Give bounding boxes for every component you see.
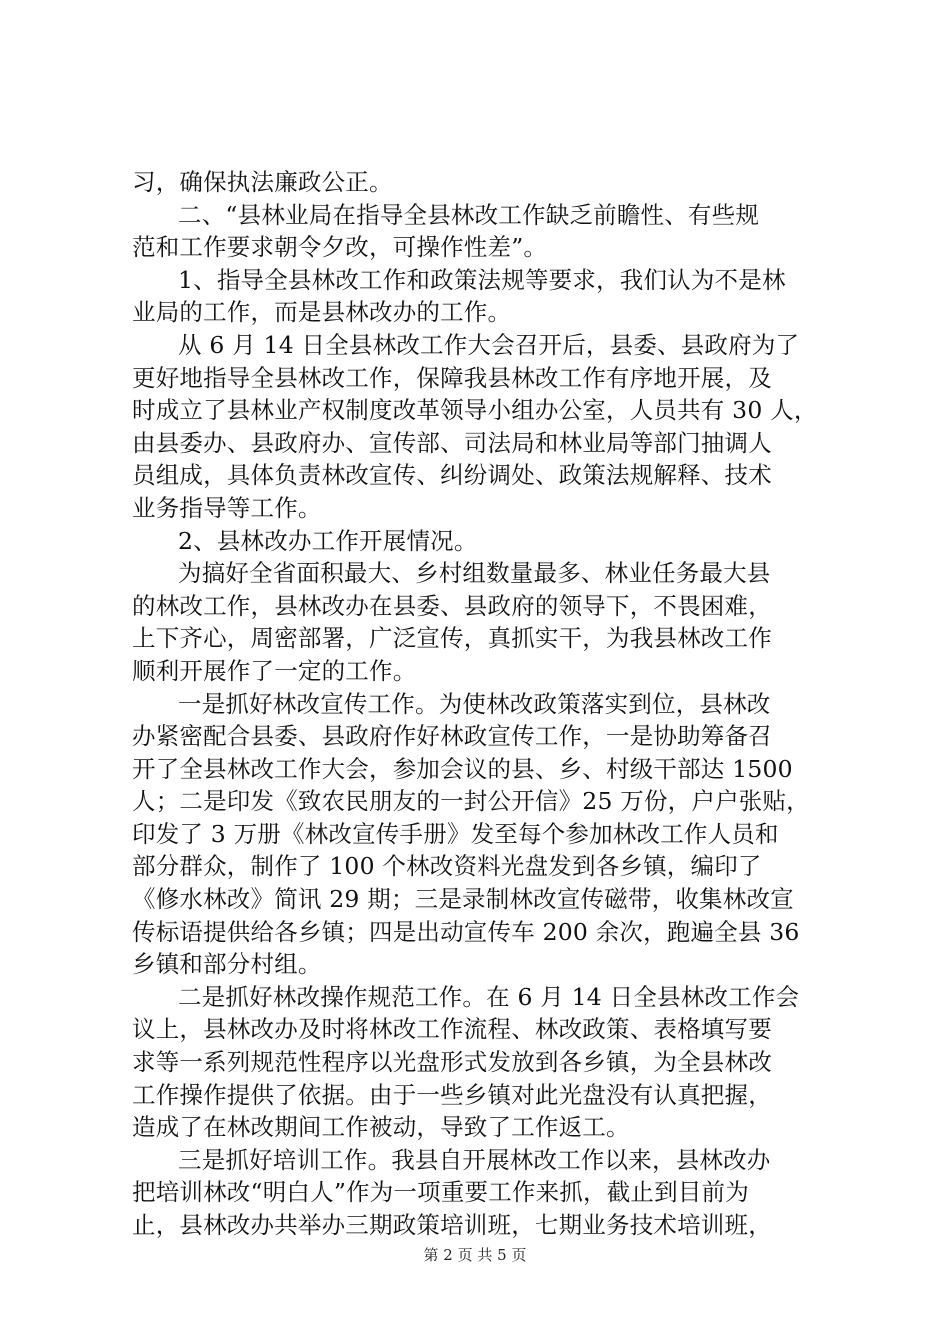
- text-line: 范和工作要求朝令夕改，可操作性差”。: [132, 233, 548, 262]
- text-line: 工作操作提供了依据。由于一些乡镇对此光盘没有认真把握，: [132, 1080, 772, 1109]
- body-text: [132, 166, 832, 1242]
- text-line: 的林改工作，县林改办在县委、县政府的领导下，不畏困难，: [132, 591, 772, 620]
- page-footer: 第 2 页 共 5 页: [423, 1246, 527, 1264]
- text-line: 印发了 3 万册《林改宣传手册》发至每个参加林改工作人员和: [132, 819, 779, 848]
- text-line: 从 6 月 14 日全县林改工作大会召开后，县委、县政府为了: [178, 330, 800, 359]
- text-line: 止，县林改办共举办三期政策培训班，七期业务技术培训班，: [132, 1211, 772, 1239]
- text-line: 为搞好全省面积最大、乡村组数量最多、林业任务最大县: [178, 559, 771, 588]
- text-line: 业局的工作，而是县林改办的工作。: [132, 298, 512, 327]
- text-line: 更好地指导全县林改工作，保障我县林改工作有序地开展，及: [132, 363, 772, 392]
- text-line: 上下齐心，周密部署，广泛宣传，真抓实干，为我县林改工作: [132, 624, 772, 653]
- text-line: 二是抓好林改操作规范工作。在 6 月 14 日全县林改工作会: [178, 982, 800, 1011]
- text-line: 员组成，具体负责林改宣传、纠纷调处、政策法规解释、技术: [132, 461, 772, 490]
- text-line: 二、“县林业局在指导全县林改工作缺乏前瞻性、有些规: [178, 200, 760, 229]
- text-line: 乡镇和部分村组。: [132, 950, 322, 979]
- text-line: 办紧密配合县委、县政府作好林政宣传工作，一是协助筹备召: [132, 722, 772, 751]
- text-line: 开了全县林改工作大会，参加会议的县、乡、村级干部达 1500: [132, 754, 793, 783]
- text-line: 议上，县林改办及时将林改工作流程、林改政策、表格填写要: [132, 1015, 772, 1044]
- text-line: 三是抓好培训工作。我县自开展林改工作以来，县林改办: [178, 1145, 771, 1174]
- text-line: 部分群众，制作了 100 个林改资料光盘发到各乡镇，编印了: [132, 852, 762, 881]
- text-line: 2、县林改办工作开展情况。: [178, 526, 478, 555]
- text-line: 1、指导全县林改工作和政策法规等要求，我们认为不是林: [178, 265, 786, 294]
- text-line: 《修水林改》简讯 29 期；三是录制林改宣传磁带，收集林改宣: [132, 885, 794, 914]
- text-line: 人；二是印发《致农民朋友的一封公开信》25 万份，户户张贴，: [132, 787, 810, 816]
- text-line: 一是抓好林改宣传工作。为使林改政策落实到位，县林改: [178, 689, 771, 718]
- text-line: 业务指导等工作。: [132, 493, 322, 522]
- text-line: 造成了在林改期间工作被动，导致了工作返工。: [132, 1113, 630, 1142]
- text-line: 求等一系列规范性程序以光盘形式发放到各乡镇，为全县林改: [132, 1048, 772, 1077]
- text-line: 习，确保执法廉政公正。: [132, 168, 393, 196]
- text-line: 顺利开展作了一定的工作。: [132, 656, 417, 685]
- text-line: 把培训林改“明白人”作为一项重要工作来抓，截止到目前为: [132, 1178, 749, 1207]
- text-line: 传标语提供给各乡镇；四是出动宣传车 200 余次，跑遍全县 36: [132, 917, 800, 946]
- text-line: 时成立了县林业产权制度改革领导小组办公室，人员共有 30 人，: [132, 396, 818, 425]
- text-line: 由县委办、县政府办、宣传部、司法局和林业局等部门抽调人: [132, 428, 772, 457]
